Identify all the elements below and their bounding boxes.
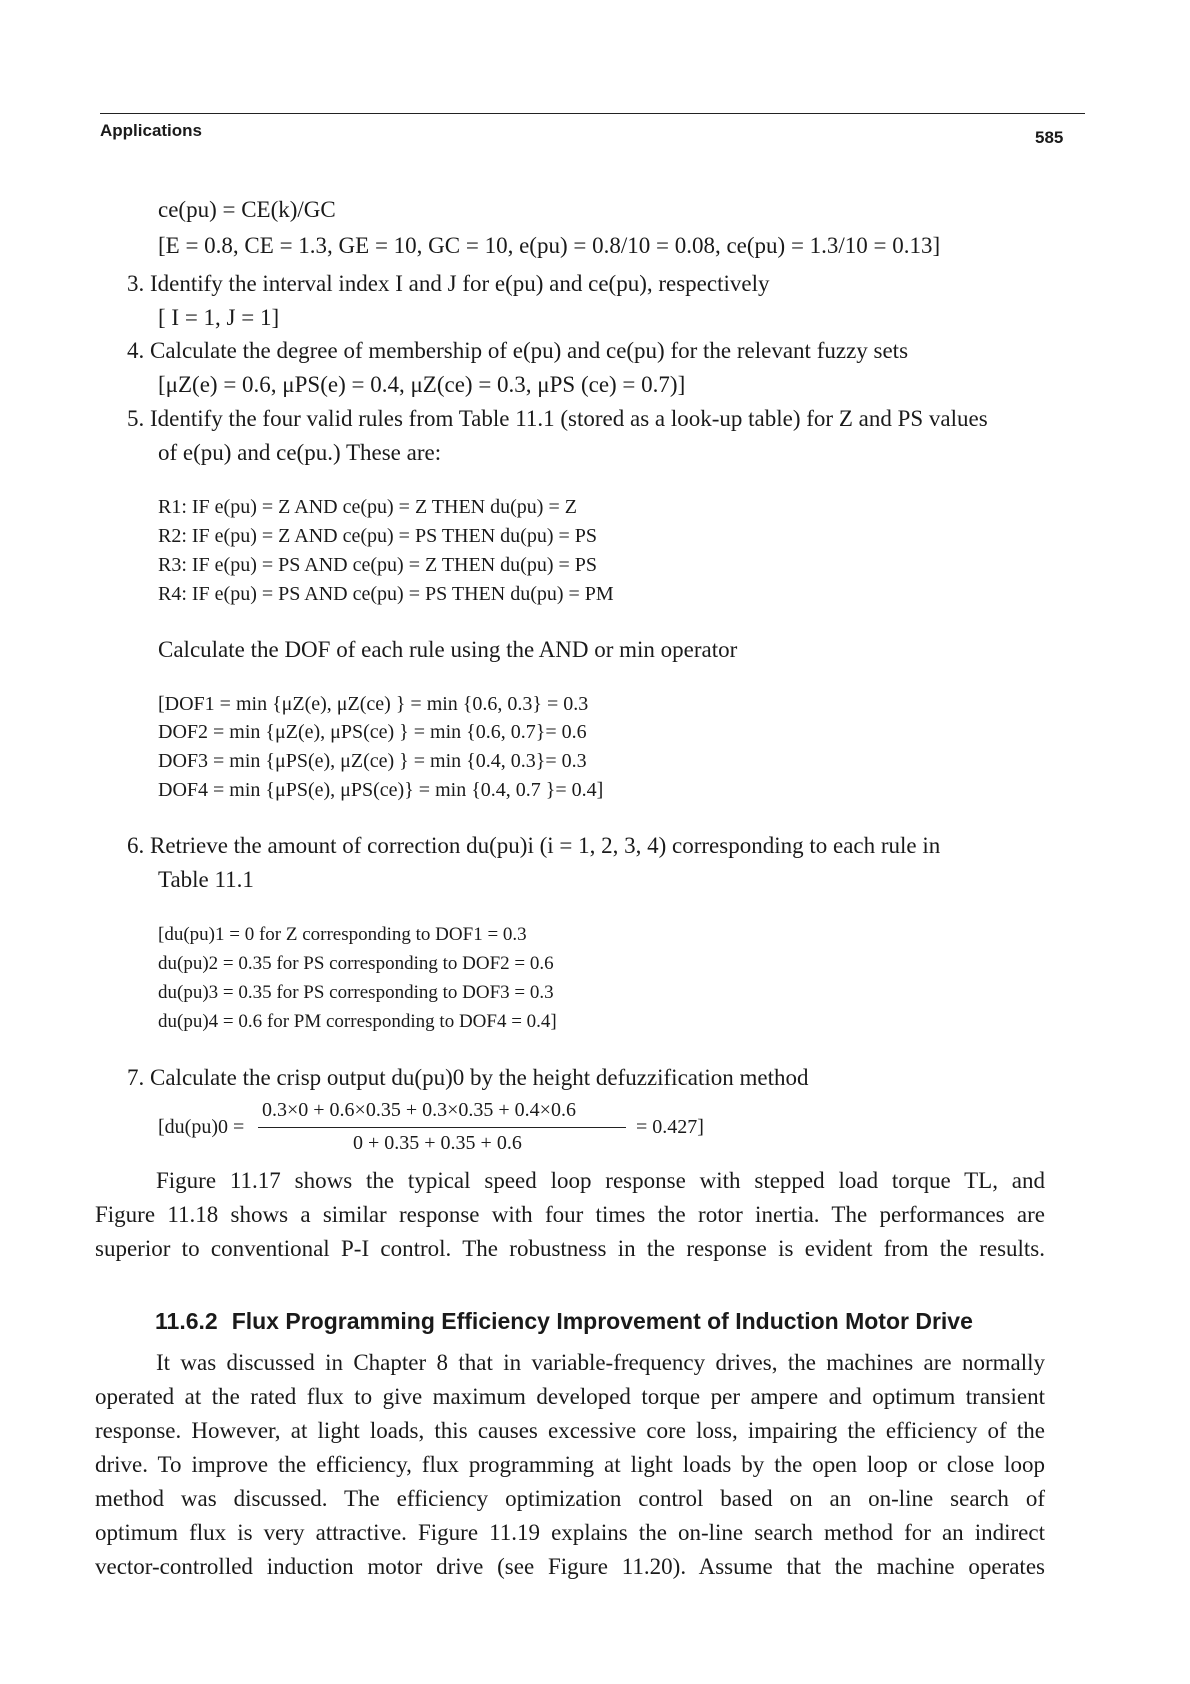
step-5-cont: of e(pu) and ce(pu.) These are: — [158, 440, 442, 465]
equation-ce: ce(pu) = CE(k)/GC — [158, 197, 336, 222]
paragraph-2-line-6: optimum flux is very attractive. Figure 11.19 explains the on-line search method for an indirect — [95, 1520, 1045, 1545]
fraction-rhs: = 0.427] — [636, 1116, 704, 1138]
step-6-cont: Table 11.1 — [158, 867, 254, 892]
step-5: 5. Identify the four valid rules from Table 11.1 (stored as a look-up table) for Z and PS values — [127, 406, 988, 431]
step-4: 4. Calculate the degree of membership of e(pu) and ce(pu) for the relevant fuzzy sets — [127, 338, 909, 363]
step-7: 7. Calculate the crisp output du(pu)0 by the height defuzzification method — [127, 1065, 809, 1090]
rule-r1: R1: IF e(pu) = Z AND ce(pu) = Z THEN du(pu) = Z — [158, 496, 577, 518]
step-6: 6. Retrieve the amount of correction du(pu)i (i = 1, 2, 3, 4) corresponding to each rule in — [127, 833, 941, 858]
rule-r3: R3: IF e(pu) = PS AND ce(pu) = Z THEN du(pu) = PS — [158, 554, 598, 576]
fraction-lhs: [du(pu)0 = — [158, 1116, 245, 1138]
rule-r2: R2: IF e(pu) = Z AND ce(pu) = PS THEN du(pu) = PS — [158, 525, 598, 547]
correction-3: du(pu)3 = 0.35 for PS corresponding to DOF3 = 0.3 — [158, 982, 554, 1003]
header-rule — [100, 113, 1085, 114]
page-number: 585 — [1035, 128, 1064, 147]
dof-2: DOF2 = min {μZ(e), μPS(ce) } = min {0.6, 0.7}= 0.6 — [158, 721, 587, 743]
section-title: Flux Programming Efficiency Improvement of Induction Motor Drive — [231, 1308, 973, 1334]
paragraph-2-line-1: It was discussed in Chapter 8 that in variable-frequency drives, the machines are normally — [156, 1350, 1045, 1375]
correction-2: du(pu)2 = 0.35 for PS corresponding to DOF2 = 0.6 — [158, 953, 554, 974]
fraction-denominator: 0 + 0.35 + 0.35 + 0.6 — [353, 1132, 522, 1154]
paragraph-2-line-4: drive. To improve the efficiency, flux programming at light loads by the open loop or close loop — [95, 1452, 1045, 1477]
fraction-bar — [258, 1127, 626, 1128]
step-3-result: [ I = 1, J = 1] — [158, 305, 280, 330]
rule-r4: R4: IF e(pu) = PS AND ce(pu) = PS THEN du(pu) = PM — [158, 583, 614, 605]
paragraph-1-line-3: superior to conventional P-I control. The robustness in the response is evident from the results. — [95, 1236, 1045, 1261]
dof-4: DOF4 = min {μPS(e), μPS(ce)} = min {0.4, 0.7 }= 0.4] — [158, 779, 604, 801]
step-4-result: [μZ(e) = 0.6, μPS(e) = 0.4, μZ(ce) = 0.3, μPS (ce) = 0.7)] — [158, 372, 686, 397]
correction-4: du(pu)4 = 0.6 for PM corresponding to DOF4 = 0.4] — [158, 1011, 557, 1032]
paragraph-1-line-2: Figure 11.18 shows a similar response with four times the rotor inertia. The performances are — [95, 1202, 1045, 1227]
dof-intro: Calculate the DOF of each rule using the AND or min operator — [158, 637, 738, 662]
paragraph-1-line-1: Figure 11.17 shows the typical speed loop response with stepped load torque TL, and — [156, 1168, 1045, 1193]
section-heading — [155, 1308, 973, 1335]
fraction-numerator: 0.3×0 + 0.6×0.35 + 0.3×0.35 + 0.4×0.6 — [262, 1099, 576, 1121]
correction-1: [du(pu)1 = 0 for Z corresponding to DOF1 = 0.3 — [158, 924, 527, 945]
given-values: [E = 0.8, CE = 1.3, GE = 10, GC = 10, e(pu) = 0.8/10 = 0.08, ce(pu) = 1.3/10 = 0.13] — [158, 233, 941, 258]
step-3: 3. Identify the interval index I and J for e(pu) and ce(pu), respectively — [127, 271, 770, 296]
paragraph-2-line-2: operated at the rated flux to give maximum developed torque per ampere and optimum transient — [95, 1384, 1045, 1409]
dof-3: DOF3 = min {μPS(e), μZ(ce) } = min {0.4, 0.3}= 0.3 — [158, 750, 587, 772]
paragraph-2-line-7: vector-controlled induction motor drive (see Figure 11.20). Assume that the machine operates — [95, 1554, 1045, 1579]
paragraph-2-line-3: response. However, at light loads, this causes excessive core loss, impairing the efficiency of the — [95, 1418, 1045, 1443]
section-number: 11.6.2 — [155, 1308, 218, 1334]
dof-1: [DOF1 = min {μZ(e), μZ(ce) } = min {0.6, 0.3} = 0.3 — [158, 693, 589, 715]
running-header: Applications — [100, 121, 203, 140]
paragraph-2-line-5: method was discussed. The efficiency optimization control based on an on-line search of — [95, 1486, 1045, 1511]
